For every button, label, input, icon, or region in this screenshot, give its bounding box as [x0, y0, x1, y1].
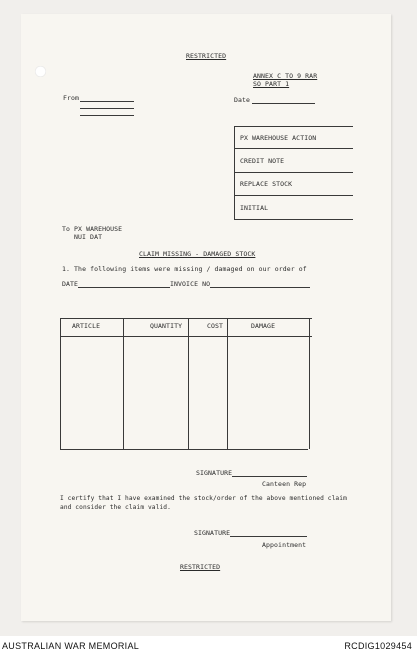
invoice-line — [210, 287, 310, 288]
table-header-cost: COST — [207, 322, 224, 330]
date-label: Date — [234, 96, 251, 104]
action-box-top — [234, 126, 353, 127]
form-title: CLAIM MISSING - DAMAGED STOCK — [139, 250, 256, 258]
action-box-credit-note: CREDIT NOTE — [240, 157, 285, 165]
to-line-1: To PX WAREHOUSE — [62, 225, 123, 233]
certify-line-2: and consider the claim valid. — [60, 504, 171, 511]
signature-label-2: SIGNATURE — [194, 529, 231, 537]
table-col-line-2 — [123, 318, 124, 449]
classification-top: RESTRICTED — [186, 52, 227, 60]
action-box-divider-2 — [234, 172, 353, 173]
appointment-label: Appointment — [262, 541, 307, 549]
table-header-quantity: QUANTITY — [150, 322, 183, 330]
table-col-line-4 — [227, 318, 228, 449]
signature-line-2 — [230, 536, 307, 537]
table-col-line-5 — [309, 318, 310, 449]
invoice-label: INVOICE NO — [170, 280, 211, 288]
classification-bottom: RESTRICTED — [180, 563, 221, 571]
annex-line-1: ANNEX C TO 9 RAR — [253, 72, 318, 80]
footer-record-id: RCDIG1029454 — [344, 641, 412, 651]
action-box-px-warehouse: PX WAREHOUSE ACTION — [240, 134, 317, 142]
action-box-initial: INITIAL — [240, 204, 269, 212]
from-label: From — [63, 94, 80, 102]
table-col-line-3 — [188, 318, 189, 449]
action-box-bottom — [234, 219, 353, 220]
table-header-damage: DAMAGE — [251, 322, 276, 330]
from-line-2 — [80, 108, 134, 109]
date-line — [252, 103, 315, 104]
canteen-rep-label: Canteen Rep — [262, 480, 307, 488]
table-bottom — [60, 449, 308, 450]
date-field-line — [78, 287, 170, 288]
from-line-3 — [80, 115, 134, 116]
signature-line — [232, 476, 307, 477]
annex-line-2: SO PART 1 — [253, 80, 290, 88]
date-field-label: DATE — [62, 280, 79, 288]
signature-label: SIGNATURE — [196, 469, 233, 477]
table-header-rule — [60, 336, 312, 337]
table-col-line-1 — [60, 318, 61, 449]
table-top — [60, 318, 312, 319]
to-line-2: NUI DAT — [74, 233, 103, 241]
action-box-divider-1 — [234, 148, 353, 149]
action-box-divider-3 — [234, 195, 353, 196]
certify-line-1: I certify that I have examined the stock/order of the above mentioned claim — [60, 495, 347, 502]
paragraph-1: 1. The following items were missing / damaged on our order of — [62, 265, 307, 273]
punch-hole — [35, 66, 46, 77]
action-box-replace-stock: REPLACE STOCK — [240, 180, 293, 188]
footer-source: AUSTRALIAN WAR MEMORIAL — [2, 641, 140, 651]
table-header-article: ARTICLE — [72, 322, 101, 330]
from-line-1 — [80, 101, 134, 102]
